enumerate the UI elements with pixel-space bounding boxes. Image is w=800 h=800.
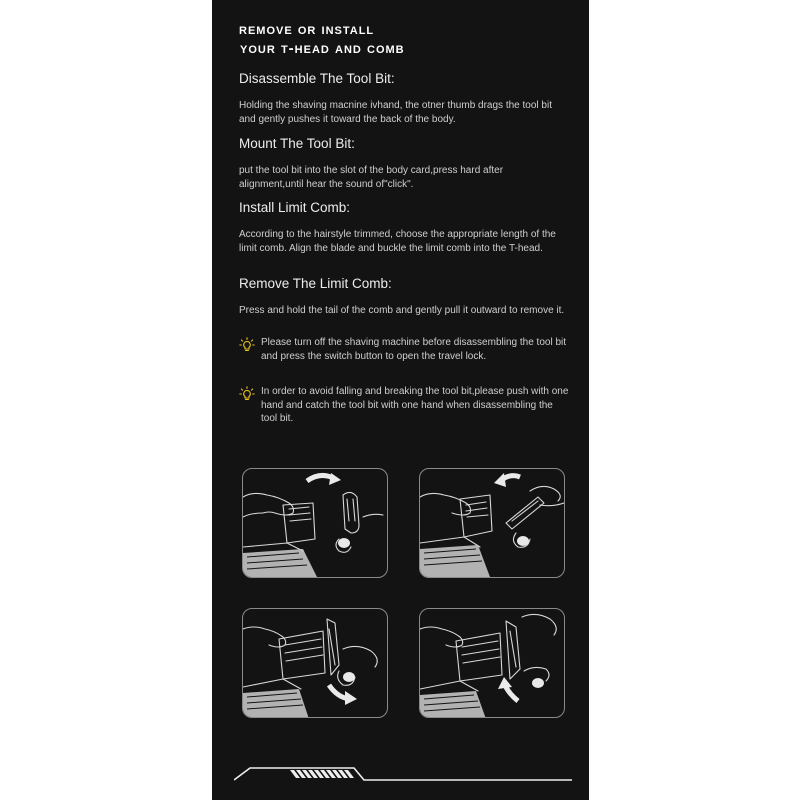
lightbulb-icon: [239, 385, 261, 426]
note-text: Please turn off the shaving machine before disassembling the tool bit and press the switch button to open the travel lock.: [261, 337, 566, 362]
illustration-remove-tool-bit: [242, 468, 388, 578]
illustration-mount-tool-bit: [419, 468, 565, 578]
section-heading: Disassemble The Tool Bit:: [239, 71, 395, 86]
section-disassemble-tool-bit: [239, 71, 569, 126]
section-mount-tool-bit: [239, 136, 569, 191]
section-heading: Mount The Tool Bit:: [239, 136, 355, 151]
note-turn-off: [239, 336, 569, 363]
section-body: Holding the shaving macnine ivhand, the otner thumb drags the tool bit and gently pushes it toward the back of the body.: [239, 100, 552, 125]
page-title-line-1: remove or install: [239, 21, 375, 38]
section-body: Press and hold the tail of the comb and gently pull it outward to remove it.: [239, 305, 565, 316]
section-remove-limit-comb: [239, 276, 569, 318]
section-body: put the tool bit into the slot of the body card,press hard after alignment,until hear the sound of"click".: [239, 165, 504, 190]
instruction-panel: [212, 0, 589, 800]
lightbulb-icon: [239, 336, 261, 363]
page-title: [239, 20, 405, 58]
page-title-line-2: your t-head and comb: [240, 40, 405, 57]
note-text: In order to avoid falling and breaking the tool bit,please push with one hand and catch the tool bit with one hand when disassembling the tool bit.: [261, 386, 569, 424]
section-heading: Install Limit Comb:: [239, 200, 351, 215]
illustration-install-limit-comb: [242, 608, 388, 718]
section-body: According to the hairstyle trimmed, choose the appropriate length of the limit comb. Align the blade and buckle the limit comb into the T-head.: [239, 229, 556, 254]
section-install-limit-comb: [239, 200, 569, 255]
note-avoid-falling: [239, 385, 569, 426]
illustration-remove-limit-comb: [419, 608, 565, 718]
footer-stripe-decoration: [234, 762, 574, 791]
section-heading: Remove The Limit Comb:: [239, 276, 392, 291]
